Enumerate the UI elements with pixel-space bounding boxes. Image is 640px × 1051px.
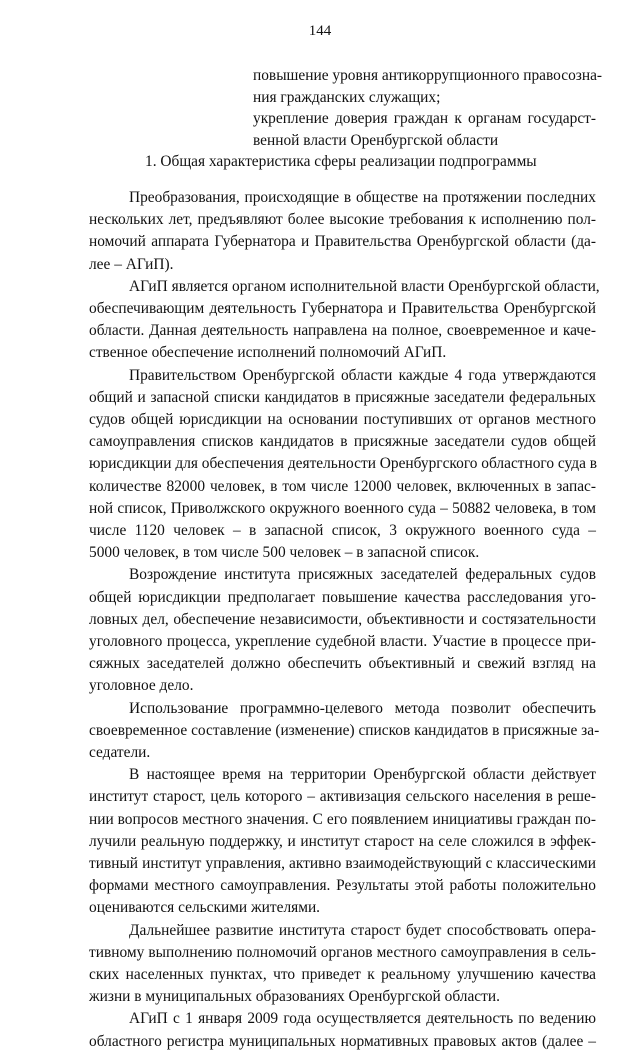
paragraph-line: общий и запасной списки кандидатов в присяжные заседатели федеральных bbox=[89, 388, 596, 406]
paragraph-line: тивный институт управления, активно взаимодействующий с классическими bbox=[89, 855, 596, 872]
paragraph-line: ских населенных пунктах, что приведет к реальному улучшению качества bbox=[89, 966, 596, 983]
paragraph-line: 5000 человек, в том числе 500 человек – в запасной список. bbox=[89, 544, 480, 562]
paragraph-line: сяжных заседателей должно обеспечить объективный и свежий взгляд на bbox=[89, 655, 596, 673]
paragraph-line: нескольких лет, предъявляют более высокие требования к исполнению пол- bbox=[89, 211, 596, 229]
section-heading: 1. Общая характеристика сферы реализации подпрограммы bbox=[145, 153, 537, 170]
paragraph-line: АГиП с 1 января 2009 года осуществляется деятельность по ведению bbox=[129, 1010, 596, 1028]
paragraph-line: области. Данная деятельность направлена на полное, своевременное и каче- bbox=[89, 322, 596, 340]
paragraph-line: числе 1120 человек – в запасной список, 3 окружного военного суда – bbox=[89, 522, 596, 539]
paragraph-line: лее – АГиП). bbox=[89, 255, 174, 273]
intro-line: повышение уровня антикоррупционного правосозна- bbox=[253, 67, 603, 84]
paragraph-line: судов общей юрисдикции на основании поступивших от органов местного bbox=[89, 411, 596, 428]
paragraph-line: областного регистра муниципальных нормативных правовых актов (далее – bbox=[89, 1032, 596, 1050]
paragraph-line: номочий аппарата Губернатора и Правительства Оренбургской области (да- bbox=[89, 233, 596, 251]
paragraph-line: Преобразования, происходящие в обществе на протяжении последних bbox=[129, 189, 596, 206]
paragraph-line: своевременное составление (изменение) списков кандидатов в присяжные за- bbox=[89, 721, 600, 739]
paragraph-line: ловных дел, обеспечение независимости, объективности и состязательности bbox=[89, 610, 596, 628]
paragraph-line: седатели. bbox=[89, 744, 151, 761]
paragraph-line: обеспечивающим деятельность Губернатора и Правительства Оренбургской bbox=[89, 300, 596, 317]
intro-line: венной власти Оренбургской области bbox=[253, 131, 499, 149]
paragraph-line: лучили реальную поддержку, и институт старост на селе сложился в эффек- bbox=[89, 832, 596, 850]
paragraph-line: нии вопросов местного значения. С его появлением инициативы граждан по- bbox=[89, 810, 596, 828]
paragraph-line: институт старост, цель которого – активизация сельского населения в реше- bbox=[89, 788, 596, 806]
paragraph-line: уголовное дело. bbox=[89, 677, 194, 695]
paragraph-line: юрисдикции для обеспечения деятельности Оренбургского областного суда в bbox=[89, 455, 598, 473]
paragraph-line: уголовного процесса, укрепление судебной власти. Участие в процессе при- bbox=[89, 633, 596, 650]
paragraph-line: АГиП является органом исполнительной власти Оренбургской области, bbox=[129, 277, 600, 295]
page-number: 144 bbox=[308, 23, 332, 39]
paragraph-line: ной список, Приволжского окружного военного суда – 50882 человека, в том bbox=[89, 499, 596, 517]
paragraph-line: общей юрисдикции предполагает повышение качества расследования уго- bbox=[89, 588, 596, 606]
intro-line: укрепление доверия граждан к органам государст- bbox=[253, 110, 596, 127]
paragraph-line: тивному выполнению полномочий органов местного самоуправления в сель- bbox=[89, 943, 596, 961]
paragraph-line: формами местного самоуправления. Результаты этой работы положительно bbox=[89, 877, 596, 895]
paragraph-line: Возрождение института присяжных заседателей федеральных судов bbox=[129, 566, 596, 584]
paragraph-line: Правительством Оренбургской области каждые 4 года утверждаются bbox=[129, 366, 596, 384]
intro-line: ния гражданских служащих; bbox=[253, 88, 441, 106]
paragraph-line: оцениваются сельскими жителями. bbox=[89, 899, 321, 917]
paragraph-line: ственное обеспечение исполнений полномочий АГиП. bbox=[89, 344, 447, 362]
paragraph-line: самоуправления списков кандидатов в присяжные заседатели судов общей bbox=[89, 433, 596, 451]
paragraph-line: жизни в муниципальных образованиях Оренбургской области. bbox=[89, 988, 500, 1006]
paragraph-line: Использование программно-целевого метода позволит обеспечить bbox=[129, 699, 596, 717]
paragraph-line: В настоящее время на территории Оренбургской области действует bbox=[129, 766, 596, 784]
paragraph-line: количестве 82000 человек, в том числе 12000 человек, включенных в запас- bbox=[89, 477, 596, 495]
paragraph-line: Дальнейшее развитие института старост будет способствовать опера- bbox=[129, 921, 596, 939]
